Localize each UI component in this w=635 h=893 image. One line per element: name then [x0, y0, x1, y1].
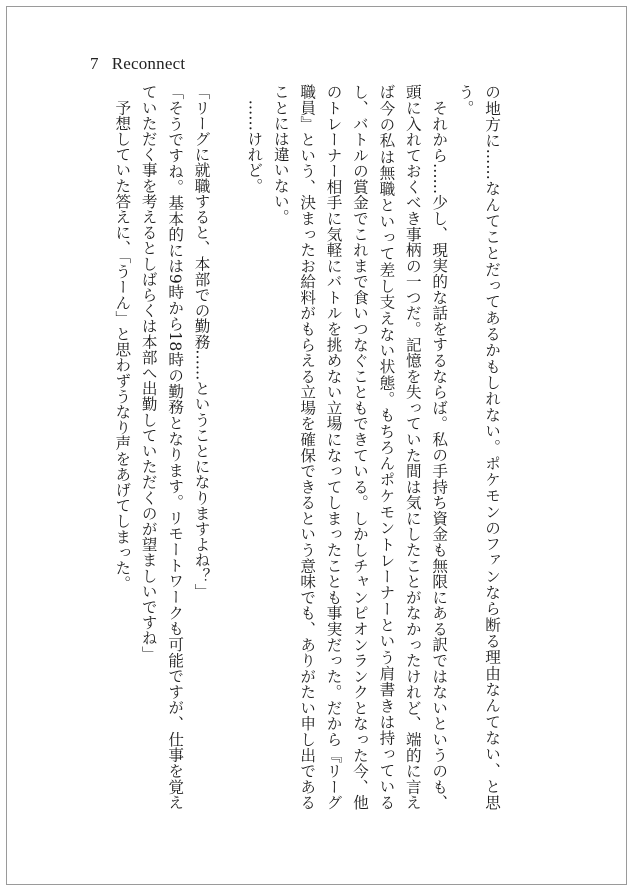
page-number: 7 — [90, 54, 99, 73]
paragraph: ……けれど。 — [245, 84, 264, 194]
paragraph: の地方に……なんてことだってあるかもしれない。ポケモンのファンなら断る理由なんてない、と思う。 — [456, 84, 501, 810]
vertical-body-text — [101, 84, 505, 810]
paragraph: 予想していた答えに、「うーん」と思わずうなり声をあげてしまった。 — [113, 84, 132, 591]
chapter-title: Reconnect — [111, 54, 186, 73]
dialogue-paragraph: 「リーグに就職すると、本部での勤務……ということになりますよね？」 — [192, 84, 211, 599]
paragraph: それから……少し、現実的な話をするならば。私の手持ち資金も無限にある訳ではないというのも、頭に入れておくべき事柄の一つだ。記憶を失っていた間は気にしたことがなかったけれど、端的に言えば今の私は無職といって差し支えない状態。もちろんポケモントレーナーという肩書きは持っているし、バトルの賞金でこれまで食いつなぐこともできている。しかしチャンピオンランクとなった今、他のトレーナー相手に気軽にバトルを挑めない立場になってしまったことも事実だった。だから『リーグ職員』という、決まったお給料がもらえる立場を確保できるという意味でも、ありがたい申し出であることには違いない。 — [271, 84, 449, 810]
dialogue-paragraph: 「そうですね。基本的には9時から18時の勤務となります。リモートワークも可能ですが、仕事を覚えていただく事を考えるとしばらくは本部へ出勤していただくのが望ましいですね」 — [139, 84, 185, 810]
running-header — [90, 54, 185, 74]
blank-line — [215, 84, 241, 810]
